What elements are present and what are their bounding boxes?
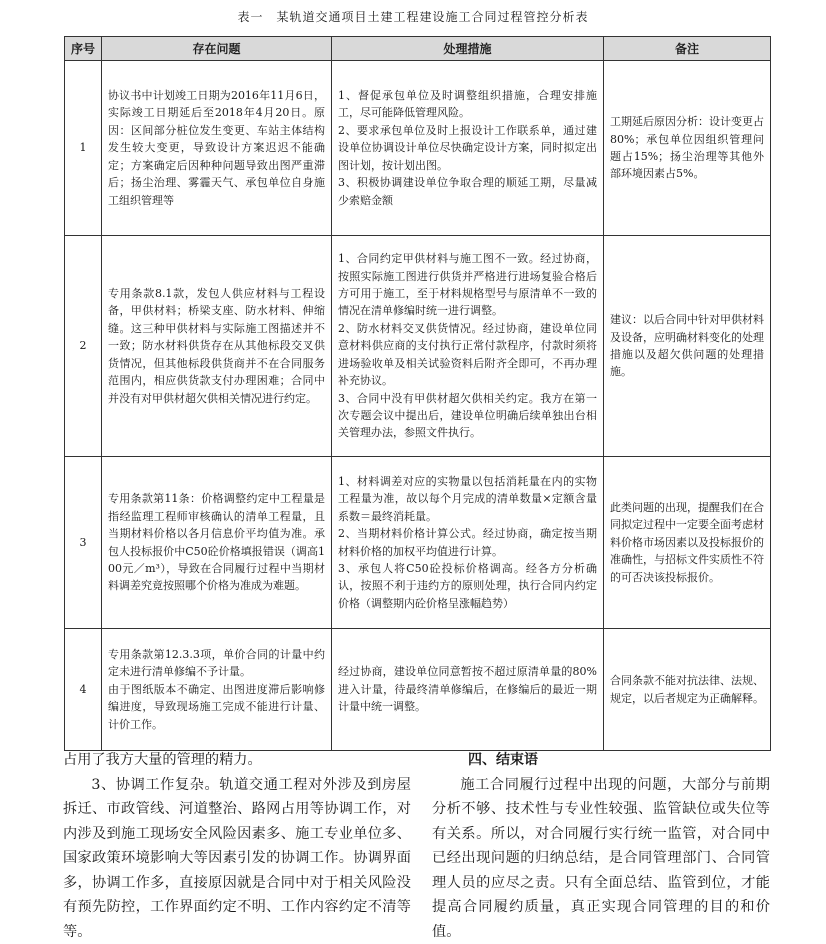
measures-cell bbox=[332, 457, 604, 629]
measures-cell bbox=[332, 61, 604, 236]
contract-control-table bbox=[64, 36, 771, 751]
note-cell: 此类问题的出现，提醒我们在合同拟定过程中一定要全面考虑材料价格市场因素以及投标报价的准确性，与招标文件实质性不符的可否决该投标报价。 bbox=[604, 457, 771, 629]
section-heading: 四、结束语 bbox=[432, 748, 770, 773]
table-header-row bbox=[65, 37, 771, 61]
issue-cell: 专用条款第11条：价格调整约定中工程量是指经监理工程师审核确认的清单工程量，且当期材料价格以各月信息价平均值为准。承包人投标报价中C50砼价格填报错误（调高100元／m³），导致在合同履行过程中当期材料调差究竟按照哪个价格为准成为难题。 bbox=[102, 457, 332, 629]
header-measures: 处理措施 bbox=[332, 37, 604, 61]
measure-item: 3、承包人将C50砼投标价格调高。经各方分析确认，按照不利于违约方的原则处理，执行合同内约定价格（调整期内砼价格呈涨幅趋势） bbox=[338, 560, 597, 612]
issue-cell: 专用条款8.1款，发包人供应材料与工程设备，甲供材料；桥梁支座、防水材料、伸缩缝。这三种甲供材料与实际施工图描述并不一致；防水材料供货存在从其他标段交叉供货情况，但其他标段供货商并不在合同服务范围内，相应供货款支付办理困难；合同中并没有对甲供材超欠供相关情况进行约定。 bbox=[102, 236, 332, 457]
left-text-column bbox=[63, 748, 411, 944]
header-no: 序号 bbox=[65, 37, 102, 61]
paragraph: 施工合同履行过程中出现的问题，大部分与前期分析不够、技术性与专业性较强、监管缺位或失位等有关系。所以，对合同履行实行统一监管，对合同中已经出现问题的归纳总结，是合同管理部门、合同管理人员的应尽之责。只有全面总结、监管到位，才能提高合同履约质量，真正实现合同管理的目的和价值。 bbox=[432, 773, 770, 944]
row-number: 3 bbox=[65, 457, 102, 629]
measure-item: 2、防水材料交叉供货情况。经过协商，建设单位同意材料供应商的支付执行正常付款程序，付款时须将进场验收单及相关试验资料后附齐全即可，不再办理补充协议。 bbox=[338, 320, 597, 390]
table-row bbox=[65, 629, 771, 751]
table-row bbox=[65, 236, 771, 457]
issue-cell: 协议书中计划竣工日期为2016年11月6日，实际竣工日期延后至2018年4月20日。原因：区间部分桩位发生变更、车站主体结构发生较大变更，导致设计方案迟迟不能确定；方案确定后因种种问题导致出图严重滞后；扬尘治理、雾霾天气、承包单位自身施工组织管理等 bbox=[102, 61, 332, 236]
measure-item: 1、材料调差对应的实物量以包括消耗量在内的实物工程量为准，故以每个月完成的清单数量×定额含量系数＝最终消耗量。 bbox=[338, 473, 597, 525]
measures-cell bbox=[332, 236, 604, 457]
header-note: 备注 bbox=[604, 37, 771, 61]
measure-item: 1、督促承包单位及时调整组织措施，合理安排施工，尽可能降低管理风险。 bbox=[338, 87, 597, 122]
note-cell: 工期延后原因分析：设计变更占80%；承包单位因组织管理问题占15%；扬尘治理等其他外部环境因素占5%。 bbox=[604, 61, 771, 236]
row-number: 4 bbox=[65, 629, 102, 751]
paragraph: 占用了我方大量的管理的精力。 bbox=[63, 748, 411, 773]
paragraph: 3、协调工作复杂。轨道交通工程对外涉及到房屋拆迁、市政管线、河道整治、路网占用等协调工作，对内涉及到施工现场安全风险因素多、施工专业单位多、国家政策环境影响大等因素引发的协调工作。协调界面多，协调工作多，直接原因就是合同中对于相关风险没有预先防控，工作界面约定不明、工作内容约定不清等等。 bbox=[63, 773, 411, 944]
measure-item: 3、合同中没有甲供材超欠供相关约定。我方在第一次专题会议中提出后，建设单位明确后续单独出台相关管理办法，参照文件执行。 bbox=[338, 390, 597, 442]
row-number: 2 bbox=[65, 236, 102, 457]
right-text-column bbox=[432, 748, 770, 944]
note-cell: 建议：以后合同中针对甲供材料及设备，应明确材料变化的处理措施以及超欠供问题的处理措施。 bbox=[604, 236, 771, 457]
row-number: 1 bbox=[65, 61, 102, 236]
measure-item: 3、积极协调建设单位争取合理的顺延工期，尽量减少索赔金额 bbox=[338, 174, 597, 209]
issue-cell: 专用条款第12.3.3项，单价合同的计量中约定未进行清单修编不予计量。 由于图纸版本不确定、出图进度滞后影响修编进度，导致现场施工完成不能进行计量、计价工作。 bbox=[102, 629, 332, 751]
measures-cell bbox=[332, 629, 604, 751]
table-caption: 表一 某轨道交通项目土建工程建设施工合同过程管控分析表 bbox=[0, 8, 826, 25]
measure-item: 1、合同约定甲供材料与施工图不一致。经过协商，按照实际施工图进行供货并严格进行进场复验合格后方可用于施工，至于材料规格型号与原清单不一致的情况在清单修编时统一进行调整。 bbox=[338, 250, 597, 320]
measure-item: 2、当期材料价格计算公式。经过协商，确定按当期材料价格的加权平均值进行计算。 bbox=[338, 525, 597, 560]
measure-item: 经过协商，建设单位同意暂按不超过原清单量的80%进入计量，待最终清单修编后，在修编后的最近一期计量中统一调整。 bbox=[338, 663, 597, 715]
note-cell: 合同条款不能对抗法律、法规、规定，以后者规定为正确解释。 bbox=[604, 629, 771, 751]
table-row bbox=[65, 457, 771, 629]
measure-item: 2、要求承包单位及时上报设计工作联系单，通过建设单位协调设计单位尽快确定设计方案，同时拟定出图计划，按计划出图。 bbox=[338, 122, 597, 174]
header-issue: 存在问题 bbox=[102, 37, 332, 61]
table-row bbox=[65, 61, 771, 236]
